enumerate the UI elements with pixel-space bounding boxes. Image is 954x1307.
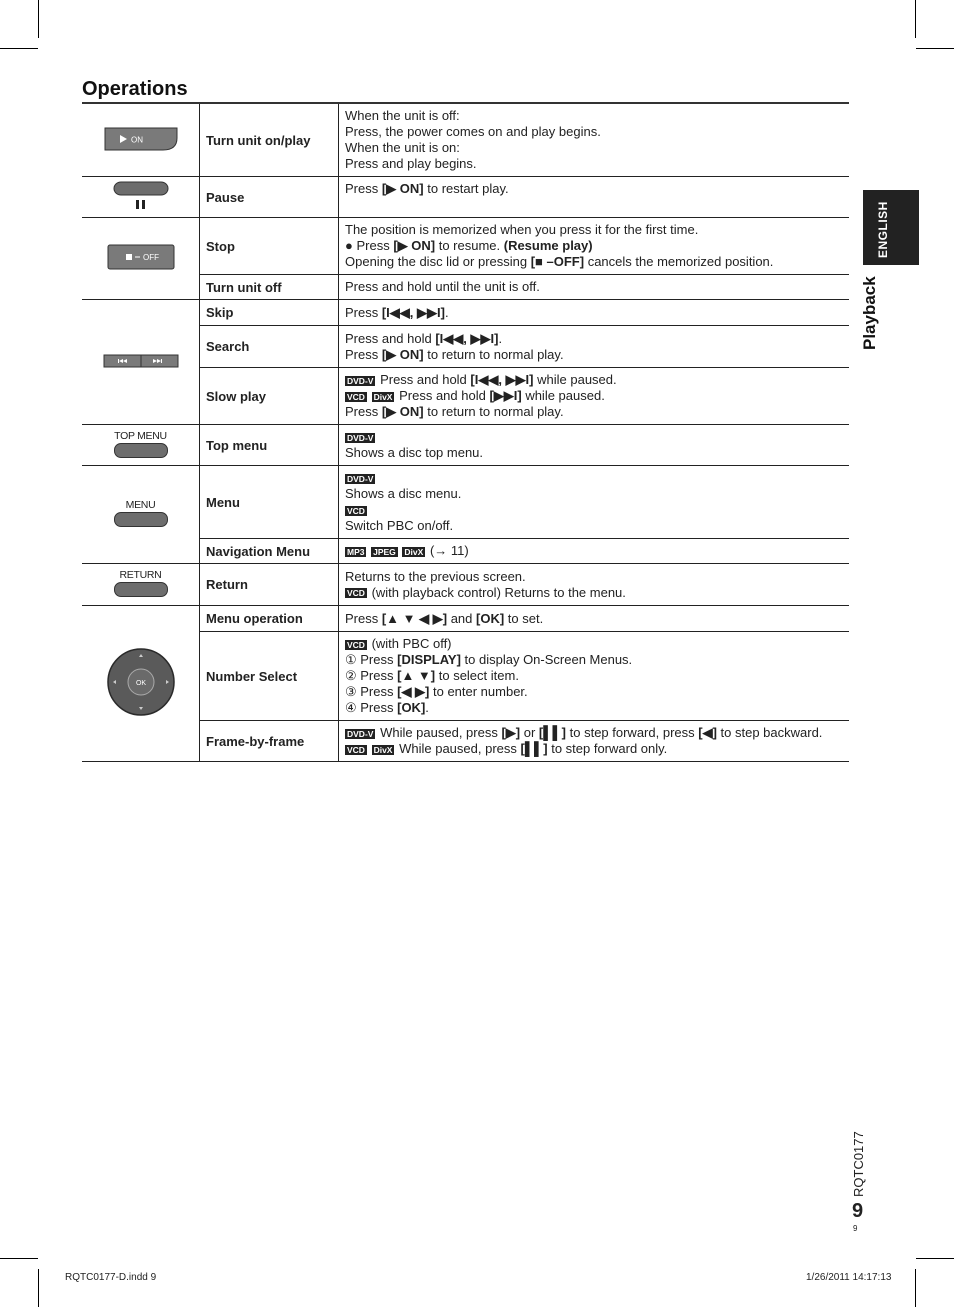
- disc-badge: DivX: [373, 391, 393, 402]
- row-description: [339, 218, 850, 275]
- dpad-icon: [105, 646, 177, 718]
- disc-badge: DVD-V: [347, 432, 374, 443]
- row-description: [339, 368, 850, 425]
- crop-mark: [0, 1258, 38, 1259]
- desc-line: DVD-V Press and hold [I◀◀, ▶▶I] while paused.: [347, 372, 617, 387]
- skip-keys-icon: [103, 353, 179, 369]
- desc-line: When the unit is off:: [345, 108, 460, 123]
- row-description: Press and hold until the unit is off.: [339, 275, 850, 300]
- crop-mark: [915, 0, 916, 38]
- button-caption: TOP MENU: [114, 429, 167, 442]
- table-row: [82, 564, 849, 606]
- row-label: Turn unit off: [200, 275, 339, 300]
- disc-badge: VCD: [347, 639, 365, 650]
- table-row: [82, 425, 849, 466]
- desc-line: ② Press [▲ ▼] to select item.: [345, 668, 519, 683]
- table-row: [82, 104, 849, 177]
- row-label: Stop: [200, 218, 339, 275]
- disc-badge: MP3: [347, 546, 365, 557]
- menu-button-illustration: [82, 466, 200, 564]
- table-row: [82, 218, 849, 275]
- desc-line: Returns to the previous screen.: [345, 568, 526, 584]
- desc-line: VCD (with playback control) Returns to the menu.: [347, 584, 626, 600]
- disc-badge: JPEG: [373, 546, 396, 557]
- language-tab: [863, 190, 919, 265]
- off-button-illustration: [82, 218, 200, 300]
- return-key-icon: [114, 582, 168, 597]
- desc-line: ③ Press [◀ ▶] to enter number.: [345, 684, 528, 699]
- pause-key-icon: [111, 181, 171, 211]
- crop-mark: [915, 1269, 916, 1307]
- row-label: Number Select: [200, 632, 339, 721]
- menu-key-icon: [114, 512, 168, 527]
- dpad-illustration: [82, 606, 200, 762]
- desc-line: When the unit is on:: [345, 140, 460, 155]
- row-label: Turn unit on/play: [200, 104, 339, 177]
- desc-line: Shows a disc top menu.: [345, 445, 484, 460]
- table-row: [82, 177, 849, 218]
- row-description: [339, 326, 850, 368]
- crop-mark: [38, 1269, 39, 1307]
- row-label: Return: [200, 564, 339, 606]
- row-label: Skip: [200, 300, 339, 326]
- page-number: 9: [852, 1200, 864, 1222]
- row-description: [339, 466, 850, 539]
- skip-buttons-illustration: [82, 300, 200, 425]
- row-label: Navigation Menu: [200, 539, 339, 564]
- button-caption: MENU: [125, 499, 156, 511]
- desc-line: Press, the power comes on and play begins.: [345, 124, 601, 139]
- disc-badge: DVD-V: [347, 473, 374, 484]
- return-button-illustration: [82, 564, 200, 606]
- pause-button-illustration: [82, 177, 200, 218]
- row-label: Top menu: [200, 425, 339, 466]
- footer-file: RQTC0177-D.indd 9: [65, 1272, 157, 1283]
- disc-badge: DVD-V: [347, 728, 374, 739]
- crop-mark: [916, 1258, 954, 1259]
- row-label: Search: [200, 326, 339, 368]
- row-description: [339, 721, 850, 762]
- language-label: ENGLISH: [876, 201, 890, 258]
- row-description: Press [▲ ▼ ◀ ▶] and [OK] to set.: [339, 606, 850, 632]
- desc-line: The position is memorized when you press it for the first time.: [345, 222, 699, 237]
- table-row: [82, 466, 849, 539]
- footer-timestamp: 1/26/2011 14:17:13: [806, 1272, 892, 1283]
- disc-badge: VCD: [347, 744, 365, 755]
- table-row: [82, 300, 849, 326]
- desc-line: VCD (with PBC off): [347, 636, 452, 651]
- row-description: [339, 632, 850, 721]
- row-description: Press [I◀◀, ▶▶I].: [339, 300, 850, 326]
- desc-line: Switch PBC on/off.: [345, 518, 454, 533]
- document-code: RQTC0177: [851, 1131, 866, 1197]
- on-key-icon: [103, 126, 179, 152]
- row-label: Menu: [200, 466, 339, 539]
- desc-line: ● Press [▶ ON] to resume. (Resume play): [345, 238, 593, 253]
- disc-badge: DivX: [404, 546, 424, 557]
- svg-text:OK: OK: [135, 680, 146, 687]
- page-number-small: 9: [853, 1224, 858, 1233]
- row-description: Press [▶ ON] to restart play.: [339, 177, 850, 218]
- row-description: [339, 564, 850, 606]
- stop-off-key-icon: [106, 243, 176, 271]
- svg-text:ON: ON: [130, 135, 143, 144]
- disc-badge: VCD: [347, 588, 365, 599]
- row-label: Slow play: [200, 368, 339, 425]
- desc-line: ④ Press [OK].: [345, 700, 429, 715]
- section-title: Operations: [82, 78, 188, 100]
- crop-mark: [38, 0, 39, 38]
- desc-line: Press and play begins.: [345, 156, 477, 171]
- chapter-label: Playback: [860, 276, 879, 350]
- crop-mark: [916, 48, 954, 49]
- desc-line: VCD DivX While paused, press [▌▌] to step forward only.: [347, 741, 668, 756]
- desc-line: ① Press [DISPLAY] to display On-Screen Menus.: [345, 652, 633, 667]
- crop-mark: [0, 48, 38, 49]
- disc-badge: DivX: [373, 744, 393, 755]
- desc-line: VCD DivX Press and hold [▶▶I] while paused.: [347, 388, 605, 403]
- operations-table: [82, 104, 849, 762]
- row-description: [339, 425, 850, 466]
- row-description: [339, 104, 850, 177]
- top-menu-key-icon: [114, 443, 168, 458]
- desc-line: Press [▶ ON] to return to normal play.: [345, 346, 564, 362]
- svg-text:OFF: OFF: [142, 253, 159, 262]
- disc-badge: VCD: [347, 505, 365, 516]
- top-menu-button-illustration: [82, 425, 200, 466]
- row-label: Pause: [200, 177, 339, 218]
- table-row: [82, 606, 849, 632]
- desc-line: Press [▶ ON] to return to normal play.: [345, 404, 564, 419]
- desc-line: Opening the disc lid or pressing [■ –OFF] cancels the memorized position.: [345, 254, 774, 269]
- row-description: MP3 JPEG DivX (→ 11): [339, 539, 850, 564]
- desc-line: DVD-V While paused, press [▶] or [▌▌] to step forward, press [◀] to step backward.: [347, 725, 823, 740]
- desc-line: Shows a disc menu.: [345, 486, 462, 501]
- row-label: Frame-by-frame: [200, 721, 339, 762]
- button-caption: RETURN: [119, 569, 162, 581]
- disc-badge: VCD: [347, 391, 365, 402]
- desc-line: Press and hold [I◀◀, ▶▶I].: [345, 330, 503, 346]
- disc-badge: DVD-V: [347, 375, 374, 386]
- row-label: Menu operation: [200, 606, 339, 632]
- on-button-illustration: [82, 104, 200, 177]
